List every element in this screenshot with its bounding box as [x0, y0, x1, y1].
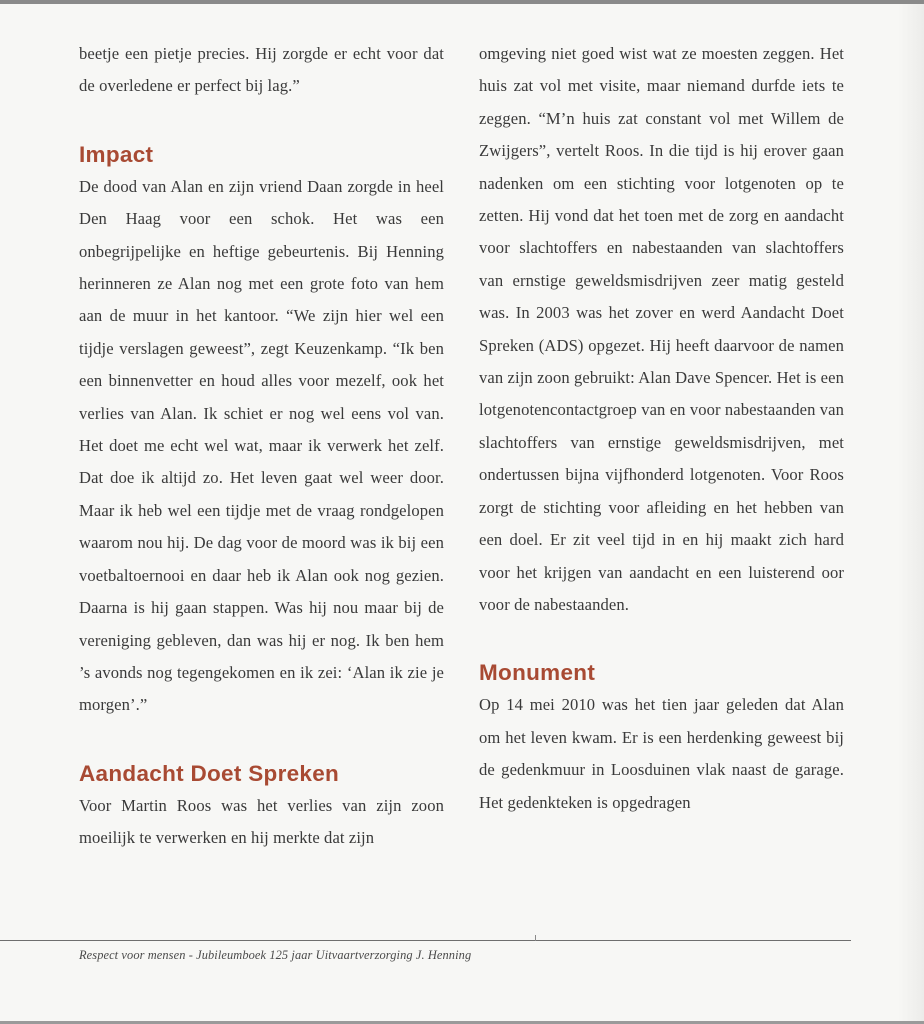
impact-paragraph: De dood van Alan en zijn vriend Daan zorgde in heel Den Haag voor een schok. Het was een onbegrijpelijke en heftige gebeurtenis. Bij Henning herinneren ze Alan nog met een grote foto van hem aan de muur in het kantoor. “We zijn hier wel een tijdje verslagen geweest”, zegt Keuzenkamp. “Ik ben een binnenvetter en houd alles voor mezelf, ook het verlies van Alan. Ik schiet er nog wel eens vol van. Het doet me echt wel wat, maar ik verwerk het zelf. Dat doe ik altijd zo. Het leven gaat wel weer door. Maar ik heb wel een tijdje met de vraag rondgelopen waarom nou hij. De dag voor de moord was ik bij een voetbaltoernooi en daar heb ik Alan ook nog gezien. Daarna is hij gaan stappen. Was hij nou maar bij de vereniging gebleven, dan was hij er nog. Ik ben hem ’s avonds nog tegengekomen en ik zei: ‘Alan ik zie je morgen’.”	[79, 176, 444, 715]
footer-divider-mark	[535, 935, 536, 941]
footer-divider	[0, 940, 851, 941]
ads-paragraph: Voor Martin Roos was het verlies van zijn zoon moeilijk te verwerken en hij merkte dat zijn	[79, 795, 444, 848]
continued-paragraph: omgeving niet goed wist wat ze moesten zeggen. Het huis zat vol met visite, maar niemand durfde iets te zeggen. “M’n huis zat constant vol met Willem de Zwijgers”, vertelt Roos. In die tijd is hij erover gaan nadenken om een stichting voor lotgenoten op te zetten. Hij vond dat het toen met de zorg en aandacht voor slachtoffers en nabestaanden van slachtoffers van ernstige geweldsmisdrijven zeer matig gesteld was. In 2003 was het zover en werd Aandacht Doet Spreken (ADS) opgezet. Hij heeft daarvoor de namen van zijn zoon gebruikt: Alan Dave Spencer. Het is een lotgenotencontactgroep van en voor nabestaanden van slachtoffers van ernstige geweldsmisdrijven, met ondertussen bijna vijfhonderd lotgenoten. Voor Roos zorgt de stichting voor afleiding en het hebben van een doel. Er zit veel tijd in en hij maakt zich hard voor het krijgen van aandacht en een luisterend oor voor de nabestaanden.	[479, 44, 844, 614]
spacer	[79, 103, 444, 141]
section-impact	[79, 141, 444, 722]
scan-page-shadow	[898, 4, 924, 1024]
section-monument	[479, 659, 844, 819]
intro-paragraph: beetje een pietje precies. Hij zorgde er echt voor dat de overledene er perfect bij lag.”	[79, 44, 444, 96]
section-heading-impact: Impact	[79, 141, 154, 167]
footer-caption: Respect voor mensen - Jubileumboek 125 jaar Uitvaartverzorging J. Henning	[79, 948, 472, 962]
spacer	[479, 621, 844, 659]
monument-paragraph: Op 14 mei 2010 was het tien jaar geleden dat Alan om het leven kwam. Er is een herdenking geweest bij de gedenkmuur in Loosduinen vlak naast de garage. Het gedenkteken is opgedragen	[479, 695, 844, 812]
section-heading-monument: Monument	[479, 660, 596, 686]
section-heading-aandacht-doet-spreken: Aandacht Doet Spreken	[79, 760, 340, 786]
left-column	[79, 38, 444, 855]
scan-top-edge	[0, 0, 924, 4]
right-column	[479, 38, 844, 819]
section-aandacht-doet-spreken	[79, 760, 444, 855]
spacer	[79, 722, 444, 760]
